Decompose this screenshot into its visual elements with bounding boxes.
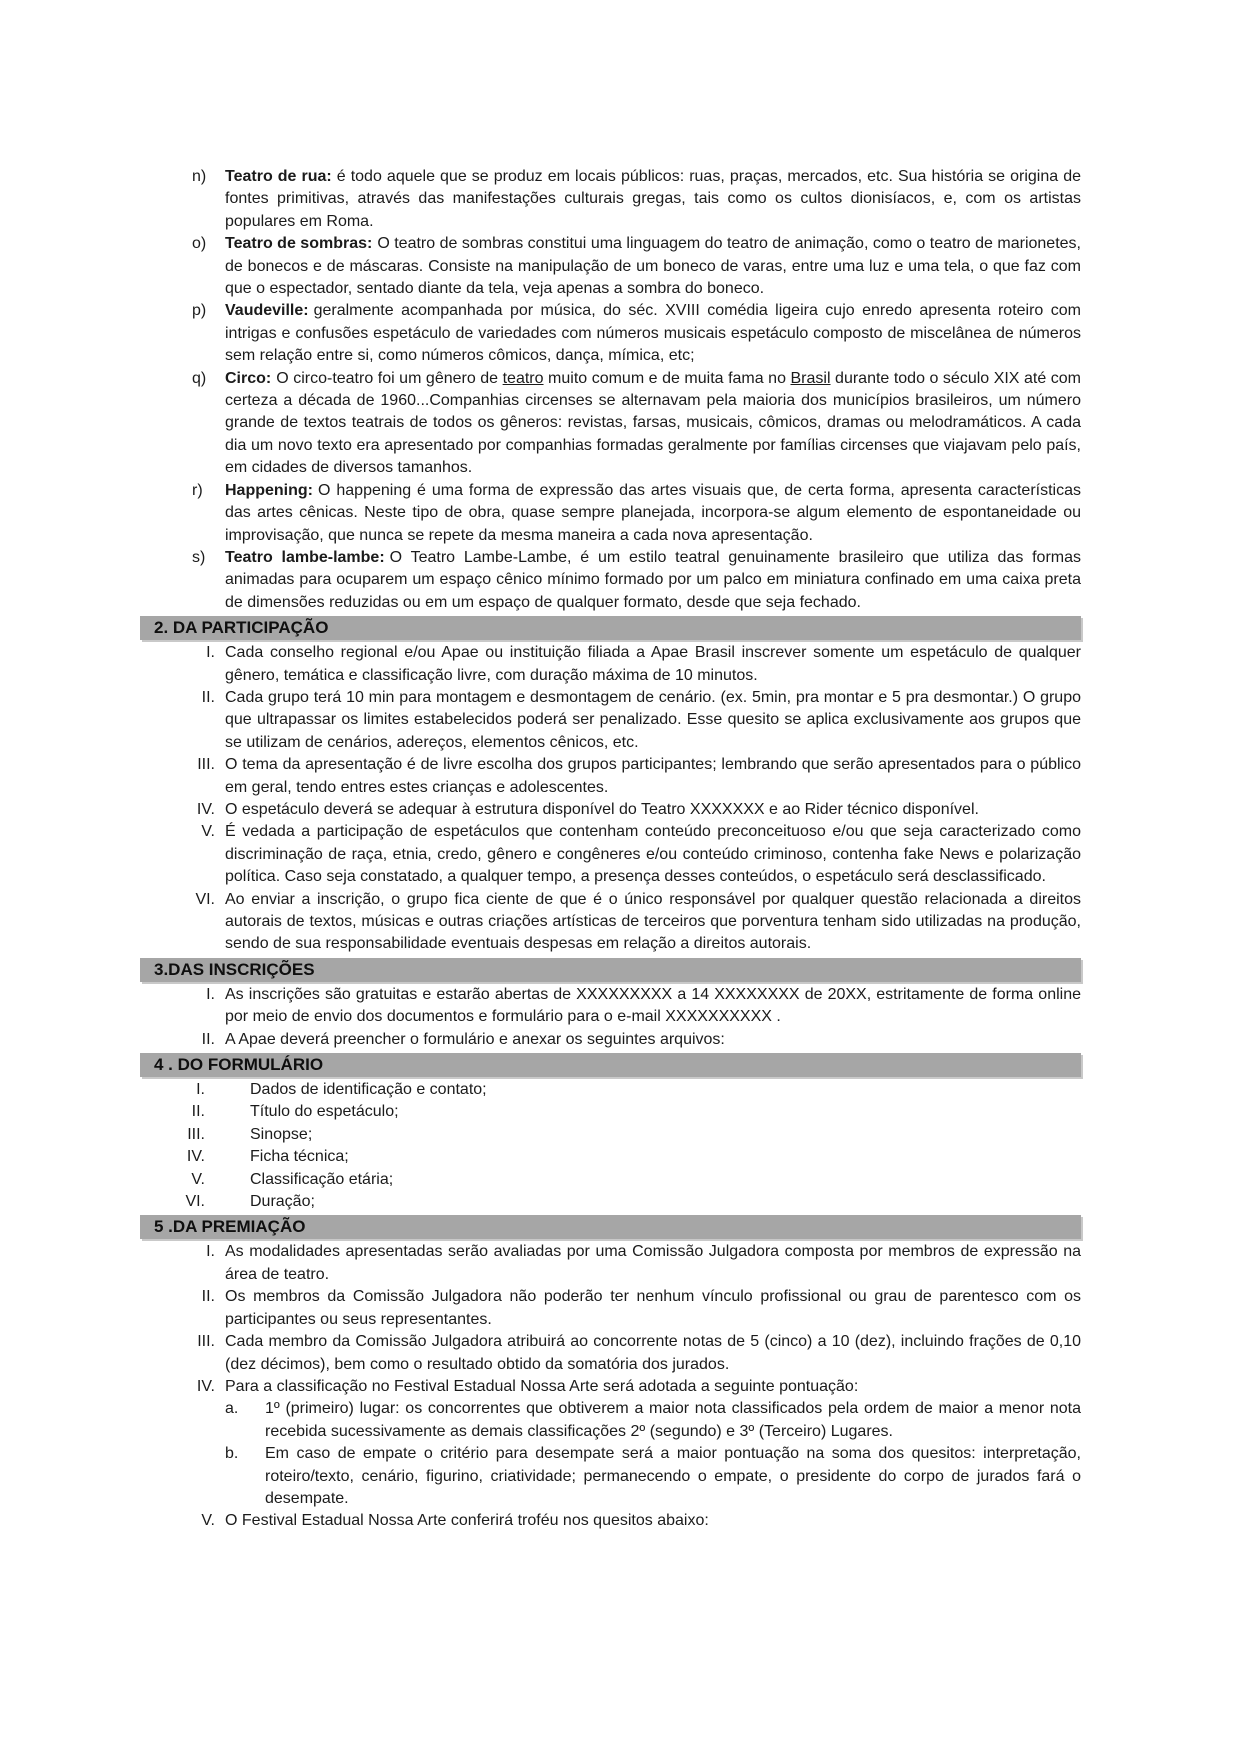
list-item: [140, 1124, 1081, 1146]
term-definition: O happening é uma forma de expressão das artes visuais que, de certa forma, apresenta características das artes cênicas. Neste tipo de obra, quase sempre planejada, incorpora-se algum elemento de espontaneidade ou improvisação, que nunca se repete da mesma maneira a cada nova apresentação.: [225, 481, 1081, 544]
list-marker: I.: [206, 985, 215, 1003]
item-text: Ficha técnica;: [250, 1148, 349, 1166]
item-text: Dados de identificação e contato;: [250, 1081, 487, 1099]
item-text: Sinopse;: [250, 1125, 313, 1143]
item-text: [225, 547, 1081, 614]
list-marker: IV.: [186, 1148, 205, 1166]
section-title: 2. DA PARTICIPAÇÃO: [154, 618, 329, 638]
underlined-word-brasil: Brasil: [790, 369, 831, 387]
section-participacao-list: [140, 642, 1081, 956]
list-marker: II.: [191, 1103, 205, 1121]
document-content: [140, 166, 1081, 1533]
list-item: [140, 1241, 1081, 1286]
list-marker: s): [192, 548, 206, 566]
item-text: Cada membro da Comissão Julgadora atribuirá ao concorrente notas de 5 (cinco) a 10 (dez), incluindo frações de 0,10 (dez décimos), bem como o resultado obtido da somatória dos jurados.: [225, 1333, 1081, 1373]
list-marker: IV.: [196, 800, 215, 818]
term-definition: é todo aquele que se produz em locais públicos: ruas, praças, mercados, etc. Sua história se origina de fontes primitivas, através das manifestações culturais gregas, tais como os cultos dionisíacos, e, com os artistas populares em Roma.: [225, 168, 1082, 230]
item-text: Cada grupo terá 10 min para montagem e desmontagem de cenário. (ex. 5min, pra montar e 5 pra desmontar.) O grupo que ultrapassar os limites estabelecidos poderá ser penalizado. Esse quesito se aplica exclusivamente aos grupos que se utilizam de cenários, adereços, elementos cênicos, etc.: [225, 688, 1081, 751]
term-definition-part: durante todo o século XIX até com certeza a década de 1960...Companhias circenses se alternavam pela maioria dos municípios brasileiros, um número grande de textos teatrais de todos os gêneros: revistas, farsas, musicais, cômicos, dramas ou melodramáticos. A cada dia um novo texto era apresentado por companhias formadas geralmente por famílias circenses que viajavam pelo país, em cidades de diversos tamanhos.: [225, 369, 1082, 477]
list-marker: I.: [206, 1243, 215, 1261]
section-participacao-header: [140, 616, 1081, 640]
term-definition: geralmente acompanhada por música, do séc. XVIII comédia ligeira cujo enredo apresenta roteiro com intrigas e confusões espetáculo de variedades com números musicais espetáculo composto de miscelânea de números sem relação entre si, como números cômicos, dança, mímica, etc;: [225, 302, 1081, 365]
list-marker: p): [192, 302, 207, 320]
underlined-word-teatro: teatro: [502, 369, 544, 387]
term-label: Vaudeville:: [225, 302, 309, 320]
term-definition: O teatro de sombras constitui uma linguagem do teatro de animação, como o teatro de marionetes, de bonecos e de máscaras. Consiste na manipulação de um boneco de varas, entre uma luz e uma tela, o que faz com que o espectador, sentado diante da tela, veja apenas a sombra do boneco.: [225, 235, 1081, 298]
list-item: [140, 1169, 1081, 1191]
list-item: [140, 1101, 1081, 1123]
list-item: [140, 1029, 1081, 1051]
item-text: O espetáculo deverá se adequar à estrutura disponível do Teatro XXXXXXX e ao Rider técnico disponível.: [225, 800, 979, 818]
term-definition: O Teatro Lambe-Lambe, é um estilo teatral genuinamente brasileiro que utiliza das formas animadas para ocuparem um espaço cênico mínimo formado por um palco em miniatura confinado em uma caixa preta de dimensões reduzidas ou em um espaço de qualquer formato, desde que seja fechado.: [225, 548, 1082, 611]
list-marker: o): [192, 235, 207, 253]
term-label: Circo:: [225, 369, 272, 387]
list-item: [140, 821, 1081, 888]
item-text: [225, 166, 1081, 233]
section-formulario-header: [140, 1053, 1081, 1077]
list-marker: II.: [201, 1030, 215, 1048]
item-text: A Apae deverá preencher o formulário e anexar os seguintes arquivos:: [225, 1030, 725, 1048]
glossary-item-o: [192, 233, 1081, 300]
glossary-item-s: [192, 547, 1081, 614]
item-text: [225, 480, 1081, 547]
list-marker: V.: [201, 823, 215, 841]
sub-list-item: [225, 1398, 1081, 1443]
item-text: Classificação etária;: [250, 1170, 394, 1188]
item-text: [225, 300, 1081, 367]
section-title: 4 . DO FORMULÁRIO: [154, 1055, 324, 1075]
item-text: Título do espetáculo;: [250, 1103, 399, 1121]
list-marker: II.: [201, 1288, 215, 1306]
item-text: [225, 233, 1081, 300]
item-text: Os membros da Comissão Julgadora não poderão ter nenhum vínculo profissional ou grau de parentesco com os participantes ou seus representantes.: [225, 1288, 1081, 1328]
list-item: [140, 799, 1081, 821]
list-marker: VI.: [185, 1193, 205, 1211]
list-marker: I.: [196, 1081, 205, 1099]
list-marker: b.: [225, 1445, 239, 1463]
list-marker: III.: [197, 756, 215, 774]
list-item: [140, 1079, 1081, 1101]
item-text: As modalidades apresentadas serão avaliadas por uma Comissão Julgadora composta por membros de expressão na área de teatro.: [225, 1243, 1081, 1283]
term-label: Teatro lambe-lambe:: [225, 548, 385, 566]
item-text: Cada conselho regional e/ou Apae ou instituição filiada a Apae Brasil inscrever somente um espetáculo de qualquer gênero, temática e classificação livre, com duração máxima de 10 minutos.: [225, 644, 1081, 684]
list-item: [140, 687, 1081, 754]
glossary-item-q: [192, 368, 1081, 480]
section-title: 3.DAS INSCRIÇÕES: [154, 959, 315, 979]
section-premiacao-list: [140, 1241, 1081, 1532]
list-item: [140, 1376, 1081, 1398]
list-marker: III.: [187, 1125, 205, 1143]
list-marker: III.: [197, 1333, 215, 1351]
list-marker: II.: [201, 688, 215, 706]
section-title: 5 .DA PREMIAÇÃO: [154, 1217, 306, 1237]
term-definition-part: muito comum e de muita fama no: [543, 369, 791, 387]
list-item: [140, 889, 1081, 956]
list-marker: VI.: [195, 890, 215, 908]
list-marker: a.: [225, 1400, 239, 1418]
glossary-item-n: [192, 166, 1081, 233]
sub-list-item: [225, 1443, 1081, 1510]
list-item: [140, 1331, 1081, 1376]
glossary-item-p: [192, 300, 1081, 367]
item-text: Em caso de empate o critério para desempate será a maior pontuação na soma dos quesitos: interpretação, roteiro/texto, cenário, figurino, criatividade; permanecendo o empate, o presidente do corpo de jurados fará o desempate.: [265, 1445, 1081, 1507]
glossary-item-r: [192, 480, 1081, 547]
section-formulario-list: [140, 1079, 1081, 1213]
item-text: Para a classificação no Festival Estadual Nossa Arte será adotada a seguinte pontuação:: [225, 1377, 859, 1395]
section-inscricoes-header: [140, 958, 1081, 982]
item-text: As inscrições são gratuitas e estarão abertas de XXXXXXXXX a 14 XXXXXXXX de 20XX, estritamente de forma online por meio de envio dos documentos e formulário para o e-mail XXXXXXXXXX .: [225, 985, 1081, 1026]
list-item: [140, 1146, 1081, 1168]
list-marker: IV.: [196, 1377, 215, 1395]
list-marker: n): [192, 168, 207, 185]
list-item: [140, 1191, 1081, 1213]
list-item: [140, 1286, 1081, 1331]
list-item: [140, 984, 1081, 1029]
item-text: 1º (primeiro) lugar: os concorrentes que obtiverem a maior nota classificados pela ordem de maior a menor nota recebida sucessivamente as demais classificações 2º (segundo) e 3º (Terceiro) Lugares.: [265, 1400, 1081, 1440]
term-definition-part: O circo-teatro foi um gênero de: [276, 369, 503, 387]
item-text: [225, 368, 1081, 480]
item-text: O tema da apresentação é de livre escolha dos grupos participantes; lembrando que serão apresentados para o público em geral, tendo entres estes crianças e adolescentes.: [225, 756, 1081, 796]
term-label: Teatro de sombras:: [225, 235, 373, 253]
section-premiacao-header: [140, 1215, 1081, 1239]
item-text: Ao enviar a inscrição, o grupo fica ciente de que é o único responsável por qualquer questão relacionada a direitos autorais de textos, músicas e outras criações artísticas de terceiros que porventura tenham sido utilizadas na produção, sendo de sua responsabilidade eventuais despesas em relação a direitos autorais.: [225, 890, 1081, 953]
list-marker: I.: [206, 644, 215, 662]
term-label: Teatro de rua:: [225, 168, 332, 185]
list-item: [140, 754, 1081, 799]
list-marker: q): [192, 369, 207, 387]
list-marker: V.: [201, 1512, 215, 1530]
term-label: Happening:: [225, 481, 313, 499]
item-text: É vedada a participação de espetáculos que contenham conteúdo preconceituoso e/ou que seja caracterizado como discriminação de raça, etnia, credo, gênero e congêneres e/ou conteúdo criminoso, contenha fake News e polarização política. Caso seja constatado, a qualquer tempo, a presença desses conteúdos, o espetáculo será desclassificado.: [225, 823, 1081, 886]
list-marker: V.: [191, 1170, 205, 1188]
glossary-list: [140, 166, 1081, 614]
item-text: O Festival Estadual Nossa Arte conferirá troféu nos quesitos abaixo:: [225, 1512, 709, 1530]
item-text: Duração;: [250, 1193, 315, 1211]
list-item: [140, 1510, 1081, 1532]
list-item: [140, 642, 1081, 687]
list-marker: r): [192, 481, 203, 499]
section-inscricoes-list: [140, 984, 1081, 1051]
